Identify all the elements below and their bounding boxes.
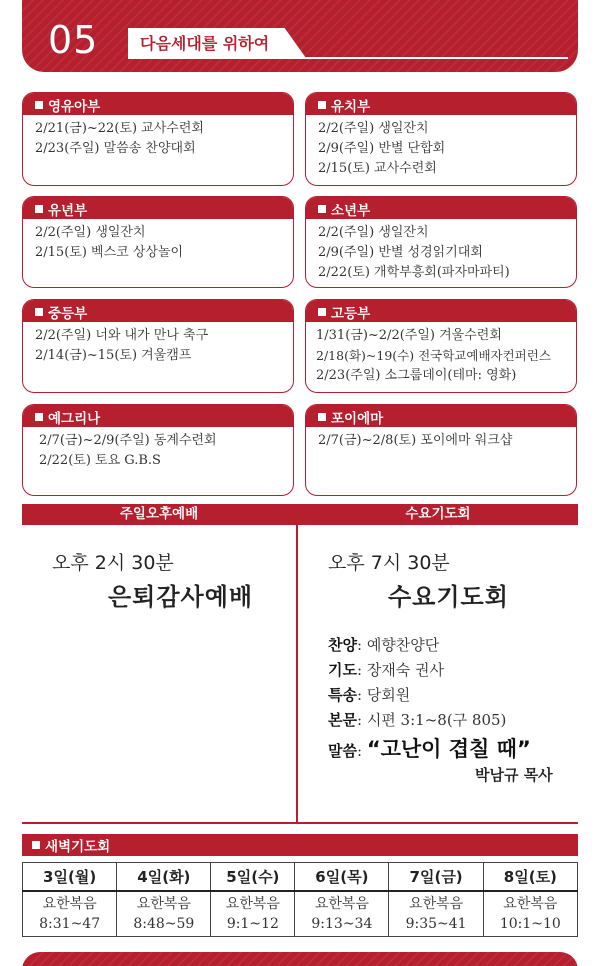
- dept-event: 2/2(주일) 생일잔치: [35, 225, 146, 240]
- dawn-prayer-title: 새벽기도회: [45, 839, 111, 855]
- dept-event: 2/18(화)~19(수) 전국학교예배자컨퍼런스: [316, 348, 551, 363]
- dept-event: 2/15(토) 교사수련회: [318, 161, 437, 176]
- dept-event: 2/22(토) 개학부흥회(파자마파티): [318, 265, 510, 280]
- dept-event: 2/9(주일) 반별 단합회: [318, 141, 446, 156]
- program-scripture: 본문: 시편 3:1~8(구 805): [328, 711, 507, 729]
- verse-cell: 9:35~41: [389, 914, 483, 937]
- square-bullet-icon: [318, 101, 326, 109]
- square-bullet-icon: [32, 841, 40, 849]
- square-bullet-icon: [35, 308, 43, 316]
- verse-cell: 9:13~34: [295, 914, 389, 937]
- dept-title: 예그리나: [48, 411, 101, 427]
- square-bullet-icon: [318, 413, 326, 421]
- verse-cell: 9:1~12: [211, 914, 295, 937]
- program-praise: 찬양: 예향찬양단: [328, 636, 440, 654]
- program-prayer: 기도: 장재숙 권사: [328, 661, 445, 679]
- dept-event: 2/9(주일) 반별 성경읽기대회: [318, 245, 483, 260]
- next-section-banner: [22, 952, 578, 966]
- section-header: [22, 0, 578, 72]
- day-header: 7일(금): [389, 863, 483, 891]
- header-rule: [128, 57, 568, 59]
- dept-box-yegeurina: [22, 404, 294, 496]
- dept-box-yuchi: [305, 92, 577, 186]
- dept-event: 2/23(주일) 말씀송 찬양대회: [35, 141, 196, 156]
- table-row: [23, 891, 578, 914]
- column-divider: [296, 504, 298, 822]
- section-number: 05: [48, 18, 99, 62]
- dept-title: 중등부: [48, 306, 88, 322]
- day-header: 4일(화): [117, 863, 211, 891]
- sunday-time: 오후 2시 30분: [52, 552, 174, 574]
- dept-box-yunyeon: [22, 196, 294, 288]
- square-bullet-icon: [318, 308, 326, 316]
- day-header: 3일(월): [23, 863, 117, 891]
- dept-box-jungdeung: [22, 299, 294, 393]
- table-header-row: [23, 863, 578, 891]
- dept-title: 소년부: [331, 203, 371, 219]
- program-sermon: 말씀: “고난이 겹칠 때”: [328, 737, 531, 761]
- dawn-prayer-table: [22, 862, 578, 937]
- verse-cell: 8:48~59: [117, 914, 211, 937]
- day-header: 5일(수): [211, 863, 295, 891]
- dept-box-youngyua: [22, 92, 294, 186]
- section-divider: [22, 822, 578, 824]
- book-cell: 요한복음: [295, 891, 389, 914]
- book-cell: 요한복음: [23, 891, 117, 914]
- dept-event: 2/21(금)~22(토) 교사수련회: [35, 121, 204, 136]
- section-title: 다음세대를 위하여: [140, 34, 270, 53]
- dept-event: 2/14(금)~15(토) 겨울캠프: [35, 348, 192, 363]
- dept-event: 2/23(주일) 소그룹데이(테마: 영화): [316, 368, 517, 383]
- square-bullet-icon: [35, 205, 43, 213]
- verse-cell: 10:1~10: [483, 914, 577, 937]
- square-bullet-icon: [35, 101, 43, 109]
- wednesday-service-name: 수요기도회: [388, 583, 509, 611]
- dept-event: 2/7(금)~2/9(주일) 동계수련회: [39, 433, 217, 448]
- program-special-song: 특송: 당회원: [328, 686, 411, 704]
- dept-box-godeung: [305, 299, 577, 393]
- dept-box-sonyeon: [305, 196, 577, 288]
- dept-event: 2/22(토) 토요 G.B.S: [39, 453, 161, 468]
- dept-box-poiema: [305, 404, 577, 496]
- sunday-service-name: 은퇴감사예배: [108, 583, 254, 611]
- dept-title: 유치부: [331, 99, 371, 115]
- wednesday-time: 오후 7시 30분: [328, 552, 450, 574]
- dept-title: 고등부: [331, 306, 371, 322]
- day-header: 6일(목): [295, 863, 389, 891]
- dept-event: 2/15(토) 벡스코 상상놀이: [35, 245, 184, 260]
- dept-event: 2/7(금)~2/8(토) 포이에마 워크샵: [318, 433, 513, 448]
- dept-title: 포이에마: [331, 411, 384, 427]
- book-cell: 요한복음: [389, 891, 483, 914]
- square-bullet-icon: [318, 205, 326, 213]
- sermon-title: “고난이 겹칠 때”: [366, 737, 531, 761]
- day-header: 8일(토): [483, 863, 577, 891]
- dept-event: 1/31(금)~2/2(주일) 겨울수련회: [316, 328, 502, 343]
- dept-title: 유년부: [48, 203, 88, 219]
- book-cell: 요한복음: [211, 891, 295, 914]
- book-cell: 요한복음: [483, 891, 577, 914]
- preacher-name: 박남규 목사: [475, 766, 553, 784]
- dawn-prayer-header: [22, 834, 578, 856]
- table-row: [23, 914, 578, 937]
- dept-event: 2/2(주일) 생일잔치: [318, 121, 429, 136]
- sunday-service-header: 주일오후예배: [22, 504, 296, 525]
- dept-event: 2/2(주일) 너와 내가 만나 축구: [35, 328, 209, 343]
- book-cell: 요한복음: [117, 891, 211, 914]
- wednesday-service-header: 수요기도회: [298, 504, 578, 525]
- dept-event: 2/2(주일) 생일잔치: [318, 225, 429, 240]
- square-bullet-icon: [35, 413, 43, 421]
- dept-title: 영유아부: [48, 99, 101, 115]
- verse-cell: 8:31~47: [23, 914, 117, 937]
